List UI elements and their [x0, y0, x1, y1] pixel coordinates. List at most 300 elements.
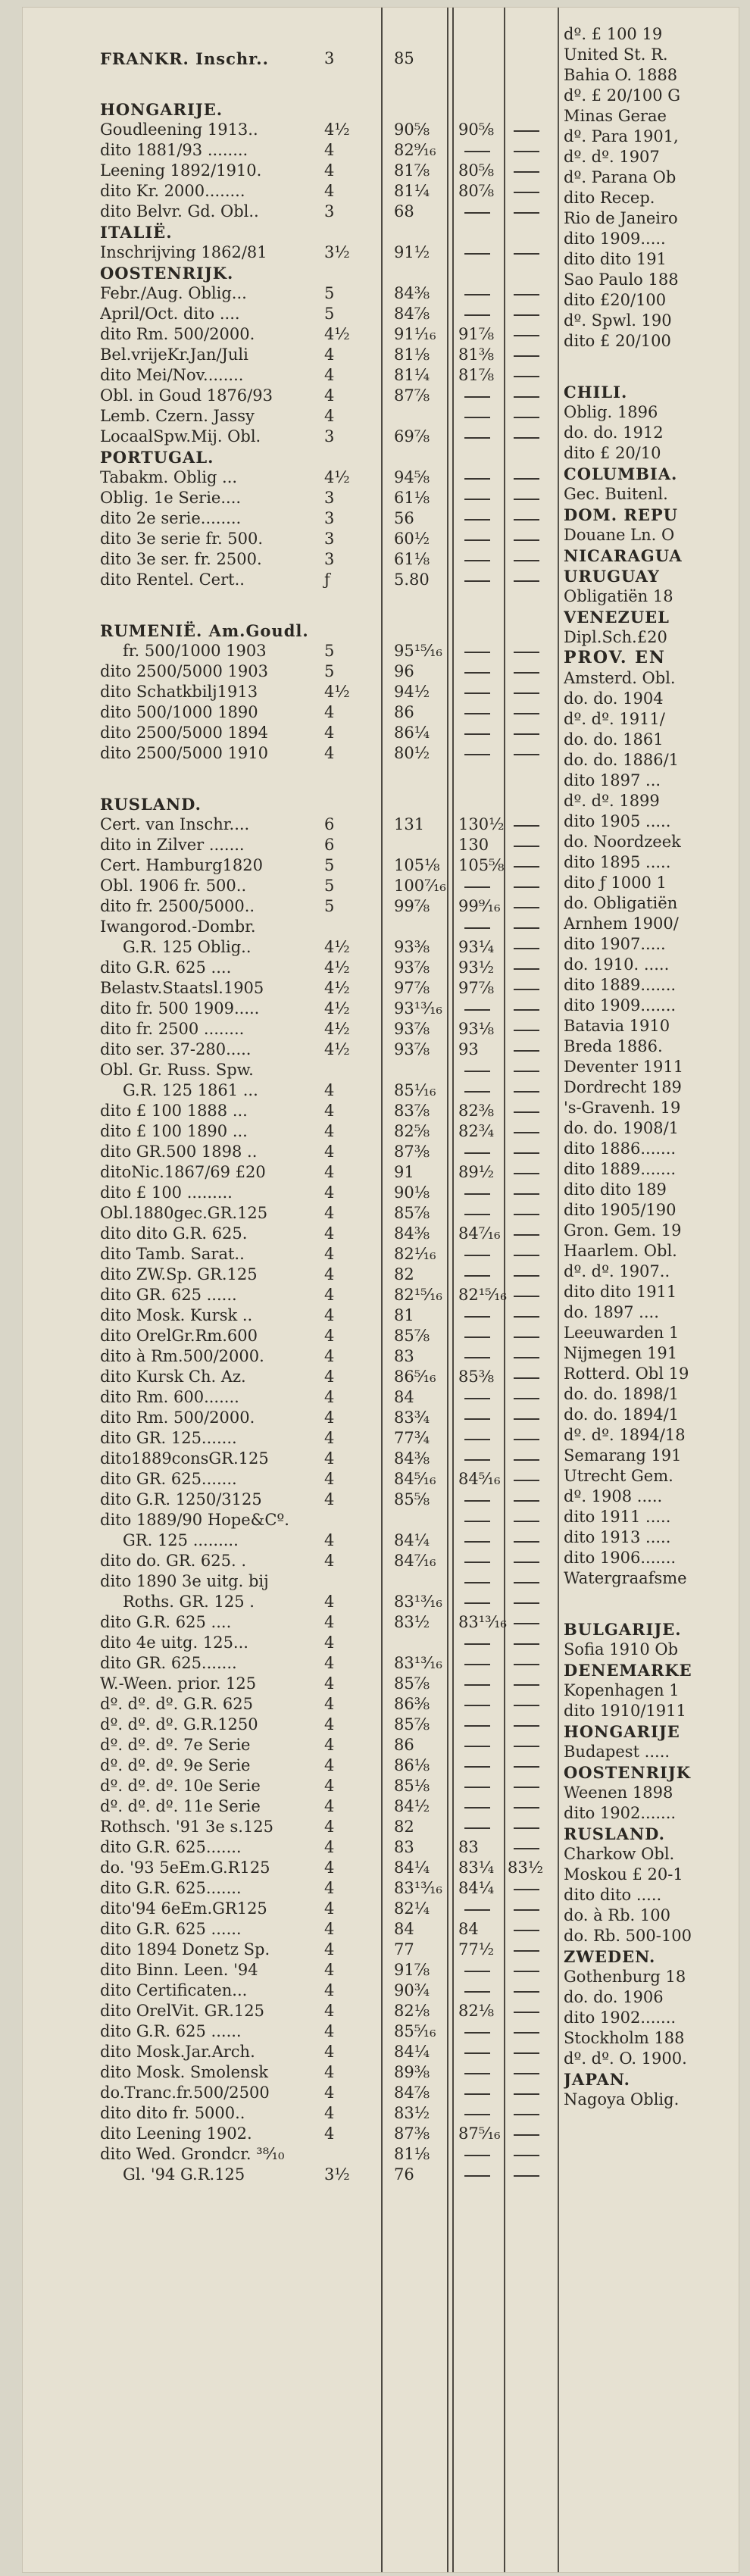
- price-previous: 84½: [394, 1797, 430, 1815]
- bond-name: dito in Zilver .......: [100, 836, 245, 854]
- empty-price-dash: [514, 478, 539, 480]
- list-item: Batavia 1910: [564, 1017, 670, 1035]
- price-previous: 85⅛: [394, 1777, 430, 1795]
- empty-price-dash: [514, 1152, 539, 1154]
- table-row: [23, 2021, 557, 2042]
- price-current: [458, 1510, 504, 1530]
- price-previous: 86: [394, 703, 414, 721]
- interest-rate: 4: [324, 1429, 335, 1447]
- empty-price-dash: [514, 499, 539, 500]
- bond-name: Inschrijving 1862/81: [100, 243, 267, 261]
- empty-price-dash: [514, 927, 539, 929]
- price-previous: 81: [394, 1306, 414, 1324]
- empty-price-dash: [514, 253, 539, 255]
- empty-price-dash: [464, 692, 490, 694]
- table-row: [23, 161, 557, 181]
- price-current: [458, 1408, 504, 1428]
- interest-rate: 4: [324, 1122, 335, 1140]
- price-extra: 83½: [508, 1859, 544, 1877]
- interest-rate: ƒ: [324, 571, 330, 589]
- empty-price-dash: [464, 1827, 490, 1829]
- price-previous: 83¹³⁄₁₆: [394, 1879, 442, 1897]
- price-previous: 85⅞: [394, 1327, 430, 1345]
- price-previous: 91: [394, 1163, 414, 1181]
- bond-name: dº. dº. dº. 7e Serie: [100, 1736, 251, 1754]
- price-previous: 5.80: [394, 571, 430, 589]
- interest-rate: 4: [324, 1674, 335, 1693]
- price-current: [458, 1571, 504, 1592]
- bond-name: dº. dº. dº. 9e Serie: [100, 1756, 251, 1774]
- list-item: do. do. 1912: [564, 424, 664, 442]
- price-previous: 84⅜: [394, 1449, 430, 1468]
- interest-rate: 4: [324, 2104, 335, 2122]
- price-extra: [508, 682, 553, 702]
- bond-name: dito G.R. 625.......: [100, 1838, 242, 1856]
- price-extra: [508, 1203, 553, 1224]
- empty-price-dash: [514, 1173, 539, 1174]
- price-current: [458, 661, 504, 682]
- empty-price-dash: [514, 1193, 539, 1195]
- empty-price-dash: [464, 2093, 490, 2095]
- list-item: dº. dº. 1894/18: [564, 1426, 686, 1444]
- list-item: do. 1897 ....: [564, 1303, 659, 1321]
- list-item: do. do. 1904: [564, 689, 664, 708]
- interest-rate: 4: [324, 1920, 335, 1938]
- bond-name: dito GR. 625.......: [100, 1470, 237, 1488]
- empty-price-dash: [514, 1807, 539, 1809]
- list-item: Budapest .....: [564, 1743, 670, 1761]
- interest-rate: 4: [324, 1204, 335, 1222]
- empty-price-dash: [514, 1930, 539, 1931]
- price-current: [458, 2103, 504, 2124]
- list-item: dito 1902.......: [564, 1804, 677, 1822]
- bond-name: dito 1890 3e uitg. bij: [100, 1572, 269, 1590]
- empty-price-dash: [464, 1971, 490, 1972]
- list-item: dito £ 20/10: [564, 444, 661, 462]
- list-item: dito 1906.......: [564, 1549, 677, 1567]
- interest-rate: 3: [324, 427, 335, 445]
- price-current: [458, 1387, 504, 1408]
- bond-name: Bel.vrijeKr.Jan/Juli: [100, 345, 248, 364]
- interest-rate: 4½: [324, 1040, 350, 1058]
- empty-price-dash: [514, 1111, 539, 1113]
- adjacent-rows: [564, 24, 739, 2110]
- price-current: 82¾: [458, 1122, 495, 1140]
- price-previous: 89⅜: [394, 2063, 430, 2081]
- section-heading: DENEMARKE: [564, 1661, 692, 1680]
- list-item: dito £20/100: [564, 291, 667, 309]
- empty-price-dash: [514, 1562, 539, 1563]
- price-extra: [508, 529, 553, 549]
- price-previous: 61⅛: [394, 550, 430, 568]
- interest-rate: 4½: [324, 938, 350, 956]
- price-current: [458, 1817, 504, 1837]
- price-current: [458, 641, 504, 661]
- price-extra: [508, 1039, 553, 1060]
- empty-price-dash: [514, 2134, 539, 2136]
- empty-price-dash: [514, 1357, 539, 1358]
- list-item: Deventer 1911: [564, 1058, 684, 1076]
- empty-price-dash: [464, 1193, 490, 1195]
- price-previous: 85⅞: [394, 1204, 430, 1222]
- section-heading: [23, 794, 557, 814]
- price-extra: [508, 978, 553, 999]
- table-row: [23, 1101, 557, 1121]
- empty-price-dash: [464, 1521, 490, 1522]
- interest-rate: 4: [324, 1388, 335, 1406]
- interest-rate: 4: [324, 1633, 335, 1652]
- price-extra: [508, 242, 553, 263]
- bond-name: dito dito G.R. 625.: [100, 1224, 248, 1243]
- interest-rate: 4: [324, 1224, 335, 1243]
- empty-price-dash: [464, 1357, 490, 1358]
- price-extra: [508, 1776, 553, 1796]
- bond-name: do.Tranc.fr.500/2500: [100, 2084, 270, 2102]
- price-current: 81⅞: [458, 366, 495, 384]
- price-previous: 85⁵⁄₁₆: [394, 2022, 436, 2040]
- interest-rate: 4: [324, 1368, 335, 1386]
- price-current: 84¼: [458, 1879, 495, 1897]
- list-item: Arnhem 1900/: [564, 914, 679, 933]
- price-previous: 87⅜: [394, 2124, 430, 2143]
- price-previous: 81⅞: [394, 161, 430, 180]
- price-extra: [508, 641, 553, 661]
- price-current: [458, 1080, 504, 1101]
- list-item: dº. Spwl. 190: [564, 311, 672, 330]
- table-row: [23, 1265, 557, 1285]
- bond-name: Lemb. Czern. Jassy: [100, 407, 255, 425]
- price-previous: 87⅞: [394, 386, 430, 405]
- empty-price-dash: [514, 1071, 539, 1072]
- bond-name: dito 1889/90 Hope&Cº.: [100, 1511, 289, 1529]
- empty-price-dash: [464, 437, 490, 439]
- list-item: do. do. 1861: [564, 730, 664, 749]
- empty-price-dash: [464, 151, 490, 152]
- interest-rate: 4: [324, 1797, 335, 1815]
- bond-name: Obl.1880gec.GR.125: [100, 1204, 268, 1222]
- price-current: [458, 549, 504, 570]
- price-current: 82⅜: [458, 1102, 495, 1120]
- section-heading: DOM. REPU: [564, 505, 678, 524]
- price-extra: [508, 140, 553, 161]
- list-item: Douane Ln. O: [564, 526, 675, 544]
- price-extra: [508, 2062, 553, 2083]
- interest-rate: 4: [324, 1695, 335, 1713]
- bond-name: Rothsch. '91 3e s.125: [100, 1818, 274, 1836]
- interest-rate: 3: [324, 509, 335, 527]
- price-current: [458, 723, 504, 743]
- interest-rate: 4: [324, 1715, 335, 1733]
- table-row: [23, 1449, 557, 1469]
- price-extra: [508, 406, 553, 427]
- bond-name: dito ser. 37-280.....: [100, 1040, 252, 1058]
- interest-rate: 3½: [324, 243, 350, 261]
- empty-price-dash: [514, 907, 539, 908]
- price-previous: 91¹⁄₁₆: [394, 325, 436, 343]
- empty-price-dash: [464, 754, 490, 755]
- price-extra: [508, 1899, 553, 1919]
- price-current: [458, 386, 504, 406]
- bond-name: dito1889consGR.125: [100, 1449, 269, 1468]
- price-current: 99⁹⁄₁₆: [458, 897, 501, 915]
- price-extra: [508, 1367, 553, 1387]
- empty-price-dash: [514, 866, 539, 868]
- empty-price-dash: [514, 1091, 539, 1093]
- list-item: dº. 1908 .....: [564, 1487, 663, 1505]
- table-row: [23, 1674, 557, 1694]
- list-item: dito 1909.....: [564, 230, 666, 248]
- bond-name: dito Rm. 500/2000.: [100, 1408, 255, 1427]
- bond-name: dito 3e ser. fr. 2500.: [100, 550, 262, 568]
- interest-rate: 4: [324, 1613, 335, 1631]
- empty-price-dash: [514, 1827, 539, 1829]
- table-row: [23, 1203, 557, 1224]
- interest-rate: 4: [324, 1245, 335, 1263]
- price-previous: 68: [394, 202, 414, 220]
- price-current: [458, 1633, 504, 1653]
- empty-price-dash: [464, 1091, 490, 1093]
- price-extra: [508, 488, 553, 508]
- table-row: [23, 661, 557, 682]
- list-item: Oblig. 1896: [564, 403, 658, 421]
- bond-name: dito Kursk Ch. Az.: [100, 1368, 246, 1386]
- bond-name: Belastv.Staatsl.1905: [100, 979, 264, 997]
- interest-rate: 5: [324, 877, 335, 895]
- price-extra: [508, 723, 553, 743]
- table-row: [23, 1019, 557, 1039]
- interest-rate: 4: [324, 2124, 335, 2143]
- section-heading: COLUMBIA.: [564, 464, 678, 483]
- section-heading: [23, 99, 557, 120]
- interest-rate: 4½: [324, 325, 350, 343]
- interest-rate: 4: [324, 1347, 335, 1365]
- interest-rate: 4: [324, 141, 335, 159]
- price-extra: [508, 1162, 553, 1183]
- price-current: [458, 1715, 504, 1735]
- list-item: do. do. 1894/1: [564, 1405, 680, 1424]
- empty-price-dash: [514, 733, 539, 735]
- list-item: dito 1905 .....: [564, 812, 671, 830]
- price-current: [458, 1960, 504, 1980]
- bond-name: Roths. GR. 125 .: [123, 1593, 255, 1611]
- empty-price-dash: [514, 1398, 539, 1399]
- empty-price-dash: [514, 314, 539, 316]
- price-previous: 93⅞: [394, 1040, 430, 1058]
- table-row: [23, 1305, 557, 1326]
- empty-price-dash: [514, 1582, 539, 1583]
- bond-name: dito 1894 Donetz Sp.: [100, 1940, 270, 1959]
- price-extra: [508, 1408, 553, 1428]
- empty-price-dash: [464, 1664, 490, 1665]
- table-row: [23, 570, 557, 590]
- price-current: 90⅝: [458, 120, 495, 139]
- empty-price-dash: [464, 1336, 490, 1338]
- price-previous: 86: [394, 1736, 414, 1754]
- price-previous: 85⅞: [394, 1674, 430, 1693]
- interest-rate: 4: [324, 1552, 335, 1570]
- price-previous: 76: [394, 2165, 414, 2184]
- price-extra: [508, 202, 553, 222]
- bond-name: dito GR.500 1898 ..: [100, 1143, 258, 1161]
- interest-rate: 4: [324, 1286, 335, 1304]
- bond-name: dito Mosk.Jar.Arch.: [100, 2043, 255, 2061]
- section-heading: CHILI.: [564, 383, 628, 402]
- empty-price-dash: [514, 692, 539, 694]
- price-previous: 100⁷⁄₁₆: [394, 877, 446, 895]
- empty-price-dash: [464, 1602, 490, 1604]
- price-extra: [508, 1715, 553, 1735]
- bond-name: dito fr. 2500/5000..: [100, 897, 255, 915]
- empty-price-dash: [514, 1377, 539, 1379]
- empty-price-dash: [514, 1787, 539, 1788]
- price-previous: 69⅞: [394, 427, 430, 445]
- empty-price-dash: [514, 1889, 539, 1890]
- price-current: [458, 743, 504, 764]
- interest-rate: 4: [324, 1102, 335, 1120]
- price-previous: 93⅞: [394, 958, 430, 977]
- empty-price-dash: [514, 652, 539, 653]
- list-item: do. do. 1886/1: [564, 751, 680, 769]
- interest-rate: 4½: [324, 1020, 350, 1038]
- bond-name: dito à Rm.500/2000.: [100, 1347, 264, 1365]
- bond-name: Cert. Hamburg1820: [100, 856, 263, 874]
- price-extra: [508, 1142, 553, 1162]
- bond-name: dito £ 100 .........: [100, 1183, 233, 1202]
- table-row: [23, 1796, 557, 1817]
- table-row: [23, 1960, 557, 1980]
- price-extra: [508, 917, 553, 937]
- price-extra: [508, 1101, 553, 1121]
- bond-name: Tabakm. Oblig ...: [100, 468, 238, 486]
- interest-rate: 4: [324, 1736, 335, 1754]
- price-extra: [508, 1817, 553, 1837]
- price-extra: [508, 1449, 553, 1469]
- interest-rate: 4: [324, 724, 335, 742]
- bond-name: LocaalSpw.Mij. Obl.: [100, 427, 261, 445]
- interest-rate: 4: [324, 1899, 335, 1918]
- empty-price-dash: [514, 2052, 539, 2054]
- interest-rate: 4: [324, 1143, 335, 1161]
- empty-price-dash: [464, 396, 490, 398]
- table-row: [23, 1571, 557, 1592]
- list-item: Dordrecht 189: [564, 1078, 682, 1096]
- interest-rate: 4: [324, 1183, 335, 1202]
- list-item: dito dito .....: [564, 1886, 662, 1904]
- price-current: 82⅛: [458, 2002, 495, 2020]
- row-spacer: [23, 764, 557, 794]
- list-item: dito 1889.......: [564, 976, 677, 994]
- table-row: [23, 467, 557, 488]
- section-heading: OOSTENRIJK: [564, 1763, 692, 1782]
- list-item: dito 1910/1911: [564, 1702, 686, 1720]
- table-row: [23, 140, 557, 161]
- price-extra: [508, 1469, 553, 1490]
- price-extra: [508, 1551, 553, 1571]
- price-current: [458, 1183, 504, 1203]
- empty-price-dash: [514, 355, 539, 357]
- price-current: [458, 2083, 504, 2103]
- price-previous: 60½: [394, 530, 430, 548]
- empty-price-dash: [514, 1684, 539, 1686]
- empty-price-dash: [514, 130, 539, 132]
- table-row: [23, 120, 557, 140]
- table-row: [23, 1039, 557, 1060]
- list-item: dito 1907.....: [564, 935, 666, 953]
- bond-name: dito'94 6eEm.GR125: [100, 1899, 267, 1918]
- price-extra: [508, 2083, 553, 2103]
- list-item: dº. £ 20/100 G: [564, 86, 681, 105]
- table-row: [23, 958, 557, 978]
- interest-rate: 3: [324, 550, 335, 568]
- price-extra: [508, 1121, 553, 1142]
- price-extra: [508, 1346, 553, 1367]
- price-previous: 81¼: [394, 182, 430, 200]
- interest-rate: 4: [324, 1408, 335, 1427]
- price-previous: 83: [394, 1347, 414, 1365]
- price-current: [458, 1060, 504, 1080]
- list-item: Dipl.Sch.£20: [564, 628, 667, 646]
- price-extra: [508, 345, 553, 365]
- empty-price-dash: [464, 1705, 490, 1706]
- table-row: [23, 549, 557, 570]
- empty-price-dash: [514, 1480, 539, 1481]
- price-current: [458, 2165, 504, 2185]
- bond-name: dito Tamb. Sarat..: [100, 1245, 245, 1263]
- price-current: 105⅝: [458, 856, 505, 874]
- empty-price-dash: [514, 212, 539, 214]
- section-heading: [23, 447, 557, 467]
- empty-price-dash: [514, 396, 539, 398]
- price-current: [458, 917, 504, 937]
- list-item: Amsterd. Obl.: [564, 669, 676, 687]
- price-extra: [508, 1060, 553, 1080]
- bond-name: GR. 125 .........: [123, 1531, 239, 1549]
- table-row: [23, 1080, 557, 1101]
- price-extra: [508, 304, 553, 324]
- table-row: [23, 324, 557, 345]
- empty-price-dash: [464, 294, 490, 295]
- interest-rate: 5: [324, 305, 335, 323]
- empty-price-dash: [514, 192, 539, 193]
- table-row: [23, 855, 557, 876]
- empty-price-dash: [514, 2093, 539, 2095]
- price-current: [458, 2042, 504, 2062]
- price-current: [458, 2021, 504, 2042]
- interest-rate: 4: [324, 386, 335, 405]
- table-row: [23, 1408, 557, 1428]
- list-item: do. do. 1908/1: [564, 1119, 680, 1137]
- table-row: [23, 702, 557, 723]
- interest-rate: 5: [324, 642, 335, 660]
- empty-price-dash: [514, 754, 539, 755]
- bond-name: April/Oct. dito ....: [100, 305, 240, 323]
- bond-name: dito 2500/5000 1894: [100, 724, 268, 742]
- empty-price-dash: [514, 2155, 539, 2156]
- interest-rate: 4: [324, 1327, 335, 1345]
- price-current: 83¹³⁄₁₆: [458, 1613, 507, 1631]
- empty-price-dash: [464, 1562, 490, 1563]
- section-heading: ZWEDEN.: [564, 1947, 656, 1966]
- price-extra: [508, 814, 553, 835]
- price-previous: 93⅜: [394, 938, 430, 956]
- list-item: dº. dº. 1911/: [564, 710, 665, 728]
- price-previous: 131: [394, 815, 425, 833]
- price-extra: [508, 1490, 553, 1510]
- empty-price-dash: [514, 1541, 539, 1543]
- price-current: 80⅞: [458, 182, 495, 200]
- table-row: [23, 2083, 557, 2103]
- empty-price-dash: [514, 417, 539, 418]
